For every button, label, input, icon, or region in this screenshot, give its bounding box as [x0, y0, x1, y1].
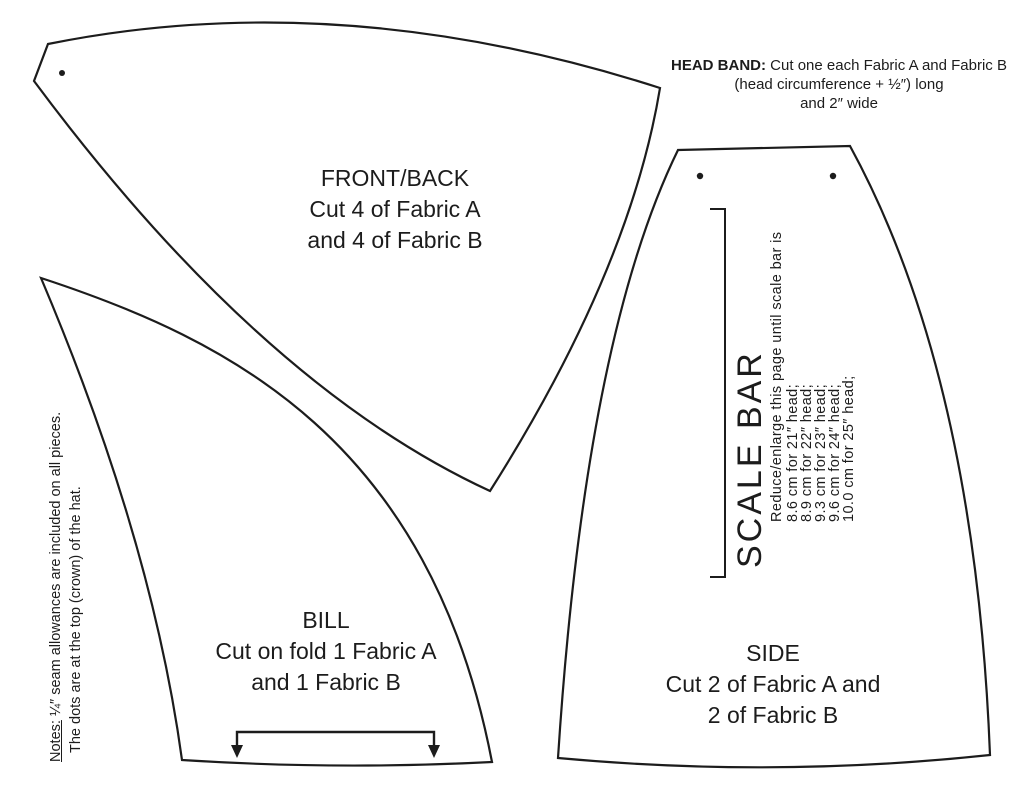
side-cut-line2: 2 of Fabric B: [707, 702, 839, 728]
scale-bar-size-24: 9.6 cm for 24″ head;: [827, 383, 843, 522]
headband-note-line1: [653, 56, 1024, 75]
headband-note: [653, 56, 1024, 113]
front-back-title: FRONT/BACK: [320, 165, 470, 191]
front-back-crown-dot: [59, 70, 65, 76]
front-back-label: [255, 163, 535, 256]
front-back-cut-line1: Cut 4 of Fabric A: [309, 196, 481, 222]
fold-arrow-left-icon: [231, 745, 243, 758]
scale-bar-size-21: 8.6 cm for 21″ head;: [785, 383, 801, 522]
notes-line1-text: ¼″ seam allowances are included on all pieces.: [48, 411, 64, 721]
scale-bar-instruction: Reduce/enlarge this page until scale bar is: [769, 231, 785, 522]
scale-bar-block: [731, 232, 856, 578]
side-title: SIDE: [746, 640, 800, 666]
bill-title: BILL: [302, 607, 350, 633]
side-cut-line1: Cut 2 of Fabric A and: [665, 671, 881, 697]
headband-note-heading: HEAD BAND:: [671, 57, 767, 74]
notes-block: [46, 412, 86, 762]
side-label: [633, 638, 913, 731]
notes-line2: The dots are at the top (crown) of the hat.: [68, 486, 84, 753]
headband-note-line1-text: Cut one each Fabric A and Fabric B: [766, 57, 1007, 74]
scale-bar-size-25: 10.0 cm for 25″ head;: [841, 375, 857, 522]
bill-cut-line1: Cut on fold 1 Fabric A: [215, 638, 437, 664]
headband-note-line3: and 2″ wide: [800, 95, 878, 112]
notes-line1: [46, 412, 66, 762]
scale-bar-size-23: 9.3 cm for 23″ head;: [813, 383, 829, 522]
side-crown-dot-right: [830, 173, 836, 179]
fold-bracket: [237, 732, 434, 747]
front-back-cut-line2: and 4 of Fabric B: [307, 227, 483, 253]
front-back-outline: [34, 23, 660, 491]
scale-bar-size-22: 8.9 cm for 22″ head;: [799, 383, 815, 522]
headband-note-line2: (head circumference + ½″) long: [734, 76, 944, 93]
side-crown-dot-left: [697, 173, 703, 179]
bill-label: [186, 605, 466, 698]
scale-bar-bracket: [710, 209, 725, 577]
notes-heading: Notes:: [48, 720, 64, 762]
fold-arrow-right-icon: [428, 745, 440, 758]
scale-bar-title: SCALE BAR: [731, 350, 769, 568]
bill-cut-line2: and 1 Fabric B: [251, 669, 401, 695]
